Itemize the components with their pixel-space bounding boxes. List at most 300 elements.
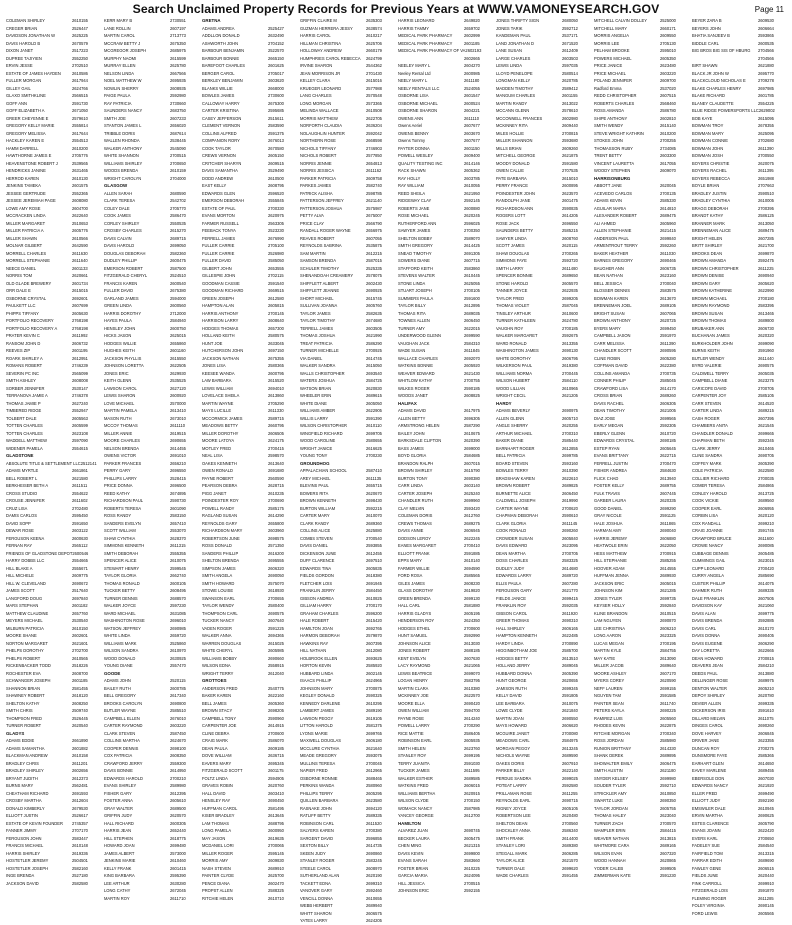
property-id: 2620540 (72, 723, 88, 728)
property-id: 2611145 (562, 520, 578, 526)
property-id: 2613725 (758, 490, 774, 496)
owner-name: EAVEY MARLENE (692, 768, 727, 773)
listing-row (594, 550, 692, 558)
listing-row (692, 497, 790, 505)
property-id: 2621180 (660, 768, 676, 773)
owner-name: LONG CATHY (104, 888, 131, 893)
property-id: 2689190 (366, 708, 382, 713)
owner-name: HENSLEY JOHN (104, 325, 136, 331)
owner-name: MOORE ELLA (398, 700, 425, 706)
listing-row (398, 242, 496, 250)
listing-row (104, 520, 202, 528)
property-id: 2525000 (660, 18, 676, 23)
listing-row (300, 902, 398, 910)
owner-name: GILBERT JOHN (202, 265, 232, 271)
property-id: 2601150 (464, 145, 480, 151)
property-id: 2621430 (464, 370, 480, 376)
property-id: 2607280 (562, 580, 578, 586)
listing-row (6, 595, 104, 603)
listing-row (202, 640, 300, 648)
owner-name: RUNION BRITTANY (594, 745, 632, 751)
owner-name: EAST KELLY (202, 183, 227, 188)
listing-row (202, 430, 300, 438)
property-id: 2583395 (758, 303, 774, 308)
property-id: 2622640 (72, 213, 88, 218)
property-id: 2601182 (72, 603, 88, 608)
property-id: 2638574 (366, 25, 382, 31)
listing-row (300, 272, 398, 280)
owner-name: OSBORNE MICHAEL (398, 100, 438, 106)
listing-row (300, 527, 398, 535)
listing-row (202, 115, 300, 123)
listing-row (300, 212, 398, 220)
property-id: 2578610 (562, 108, 578, 113)
property-id: 2620255 (562, 423, 578, 428)
listing-row (496, 482, 594, 490)
owner-name: WILLIAMS SHIRLEY (104, 160, 143, 166)
owner-name: DODD ANDREW (202, 175, 234, 181)
property-id: 2690550 (562, 715, 578, 721)
listing-row (496, 55, 594, 63)
listing-row (202, 25, 300, 33)
owner-name: FITZGERALD CHERYL (104, 273, 148, 278)
listing-row (692, 520, 790, 528)
listing-row (496, 857, 594, 865)
listing-row (692, 160, 790, 168)
listing-row (104, 17, 202, 25)
owner-name: HILLMAN CHRISTINA (300, 40, 341, 46)
owner-name: RICHARDSON ANN (496, 205, 534, 211)
listing-row (6, 325, 104, 333)
owner-name: MILLER PATRICIA A (6, 228, 44, 233)
listing-row (6, 700, 104, 708)
listing-row (300, 340, 398, 348)
property-id: 2699775 (758, 610, 774, 616)
listing-row (6, 445, 104, 453)
listing-row (692, 77, 790, 85)
property-id: 2610130 (72, 175, 88, 181)
owner-name: STANLEY ROGER (300, 858, 335, 863)
property-id: 2633045 (268, 340, 284, 346)
listing-row (300, 505, 398, 513)
property-id: 2613645 (268, 813, 284, 818)
listing-row (496, 700, 594, 708)
owner-name: WHITE CHERYL (202, 648, 233, 653)
owner-name: HARRISON LARRY (202, 318, 239, 323)
listing-row (6, 32, 104, 40)
listing-row (496, 452, 594, 460)
owner-name: PORTFOLIO RECOVERY (6, 318, 54, 323)
listing-row (300, 655, 398, 663)
property-id: 2699070 (464, 670, 480, 676)
owner-name: HACKLEY KAREN E (6, 138, 45, 143)
listing-row (6, 302, 104, 310)
listing-row (104, 565, 202, 573)
listing-row (104, 130, 202, 138)
listing-row (398, 47, 496, 55)
owner-name: ASHWORTH JOHN (202, 40, 239, 46)
property-id: 2605630 (72, 310, 88, 316)
owner-name: LONG MORGAN (300, 100, 332, 106)
owner-name: FULLER CARRIE (202, 250, 235, 256)
property-id: 2689590 (562, 753, 578, 758)
property-id: 2605985 (268, 648, 284, 653)
property-id: 2597035 (562, 63, 578, 68)
owner-name: BRENNEMAN ALICE (692, 228, 731, 233)
property-id: 2699050 (170, 243, 186, 248)
listing-row (692, 197, 790, 205)
property-id: 2620570 (170, 813, 186, 818)
owner-name: OWEN CALLIE (496, 168, 524, 173)
listing-row (398, 475, 496, 483)
listing-row (6, 25, 104, 33)
listing-row (692, 452, 790, 460)
owner-name: MOTLEY FRED (202, 445, 232, 451)
owner-name: BROOKS CAROLYN (104, 700, 143, 706)
owner-name: RANDOLPH JANE (496, 198, 531, 203)
listing-row (300, 700, 398, 708)
property-id: 2613410 (170, 408, 186, 413)
listing-row (692, 797, 790, 805)
listing-row (594, 400, 692, 408)
owner-name: NICHOLS TIFFANY (300, 145, 337, 151)
listing-row (496, 340, 594, 348)
property-id: 2623760 (464, 745, 480, 751)
listing-row (594, 535, 692, 543)
property-id: 2614075 (758, 580, 774, 586)
owner-name: DAVIS DONNA (692, 633, 720, 638)
property-id: 2593075 (366, 753, 382, 758)
owner-name: SHELTON BRENDA (202, 558, 240, 563)
owner-name: SULLIVAN JOANNA (300, 303, 338, 308)
property-id: 2690185 (660, 438, 676, 443)
page-number: Page 11 (754, 5, 784, 14)
owner-name: ALEXANDER ROBERT (594, 213, 637, 218)
listing-row (104, 220, 202, 228)
listing-row (594, 737, 692, 745)
listing-row (104, 827, 202, 835)
owner-name: DEAN PAULA (202, 745, 228, 751)
property-id: 2592215 (366, 505, 382, 511)
owner-name: HILL NATHAN (300, 648, 327, 653)
listing-row (398, 677, 496, 685)
listing-row (202, 632, 300, 640)
owner-name: GOODMAN RICHARD (202, 288, 244, 293)
property-id: 2592260 (660, 243, 676, 248)
listing-row (496, 812, 594, 820)
property-id: 2585050 (268, 258, 284, 263)
listing-row (692, 227, 790, 235)
property-id: 2614330 (660, 745, 676, 751)
listing-row (496, 505, 594, 513)
property-id: 2585920 (366, 663, 382, 668)
property-id: 2695770 (758, 70, 774, 76)
listing-row (398, 887, 496, 895)
listing-row (692, 752, 790, 760)
owner-name: OWENS VICTOR (104, 453, 136, 458)
listing-row (692, 835, 790, 843)
owner-name: ROSS JORDAN (594, 738, 624, 743)
property-id: 2605610 (170, 798, 186, 803)
owner-name: MILLS BRIAN (496, 145, 522, 151)
listing-row (202, 85, 300, 93)
owner-name: SMITH HELEN (398, 745, 426, 751)
property-id: 2623108 (72, 430, 88, 436)
property-id: 2691945 (366, 580, 382, 586)
owner-name: TURNER AMY (398, 325, 425, 331)
owner-name: NELSON BRENDA (104, 445, 140, 451)
property-id: 2700515 (170, 153, 186, 158)
listing-row (594, 85, 692, 93)
owner-name: PERRY GARY (104, 468, 131, 473)
owner-name: SALYERS KAREN (300, 828, 334, 833)
property-id: 2614455 (170, 445, 186, 451)
owner-name: BRADSHAW KAREN (496, 475, 535, 481)
listing-row (6, 467, 104, 475)
owner-name: DAVIS ANNIE (398, 528, 424, 533)
property-id: 2699980 (660, 775, 676, 781)
listing-row (300, 572, 398, 580)
property-id: 2589070 (464, 235, 480, 241)
property-id: 2606285 (562, 850, 578, 856)
property-id: 2705100 (268, 243, 284, 248)
listing-row (398, 647, 496, 655)
owner-name: GREGORY KELLY MARIE (6, 123, 55, 128)
property-id: 2699025 (562, 775, 578, 781)
owner-name: RICHARDSON MARY (202, 528, 243, 533)
listing-row (300, 122, 398, 130)
property-id: 2537171 (562, 33, 578, 38)
property-id: 2605105 (562, 805, 578, 811)
listing-row (594, 857, 692, 865)
owner-name: CLARK RANDY (300, 520, 330, 526)
listing-row (300, 812, 398, 820)
property-id: 2615420 (366, 618, 382, 623)
listing-row (202, 437, 300, 445)
owner-name: MOLNAR GILBERT (6, 243, 43, 248)
property-id: 2603505 (366, 325, 382, 331)
property-id (366, 460, 394, 468)
owner-name: TAYLOR ALICE (496, 858, 525, 863)
listing-row (496, 115, 594, 123)
property-id: 2621880 (758, 63, 774, 68)
property-id: 2620440 (758, 873, 774, 878)
property-id: 2607677 (464, 138, 480, 143)
property-id: 2583575 (660, 288, 676, 293)
listing-row (6, 280, 104, 288)
listing-row (692, 625, 790, 633)
owner-name: FORD LEWIS (692, 910, 718, 916)
listing-row (594, 557, 692, 565)
owner-name: HAMM DARRELL (6, 145, 39, 151)
listing-row (104, 527, 202, 535)
owner-name: COLEMAN SHIRLEY (6, 18, 45, 23)
listing-row (594, 842, 692, 850)
property-id: 2689755 (660, 483, 676, 488)
owner-name: FLETCHER LOIS (300, 580, 333, 586)
owner-name: COMER TERESA (692, 483, 725, 488)
property-id: 2690705 (758, 453, 774, 458)
owner-name: BRAGG DEBORAH (692, 205, 729, 211)
owner-name: ISAACS PHILLIP (300, 678, 332, 683)
listing-row (202, 355, 300, 363)
owner-name: DENTON WALTER (692, 685, 727, 691)
owner-name: COMBS STEVEN (300, 535, 333, 541)
owner-name: FULK TRAVIS (594, 490, 621, 496)
owner-name: PROPST ALLEN (202, 888, 233, 893)
property-id: 2555814 (72, 123, 88, 128)
property-id: 2605150 (268, 153, 284, 158)
listing-row (496, 415, 594, 423)
listing-row (202, 715, 300, 723)
property-id: 2610200 (72, 145, 88, 151)
property-id: 2623325 (660, 633, 676, 638)
listing-row (496, 685, 594, 693)
listing-row (692, 287, 790, 295)
property-id: 2582635 (366, 310, 382, 316)
property-id: 2605760 (366, 303, 382, 308)
listing-row (594, 820, 692, 828)
property-id: 2611075 (758, 715, 774, 721)
owner-name: ERVIN JESSE (6, 63, 33, 68)
owner-name: ADAMS BEVERLY (496, 408, 531, 413)
owner-name: FERGUSON KEENA (6, 535, 45, 541)
property-id: 2592475 (758, 258, 774, 263)
owner-name: SIMMONS FAYE (496, 258, 527, 263)
property-id: 2591970 (660, 333, 676, 338)
listing-row (6, 167, 104, 175)
owner-name: BOYD GLORIA (398, 453, 427, 458)
property-id: 2621315 (464, 843, 480, 848)
owner-name: PRICE JANICE (594, 63, 623, 68)
property-id (170, 670, 198, 678)
property-id: 2620661 (72, 273, 88, 278)
listing-row (398, 595, 496, 603)
owner-name: STONE LINDA (398, 280, 426, 286)
owner-name: COOK JAMES (104, 213, 131, 218)
listing-row (594, 527, 692, 535)
listing-row (202, 505, 300, 513)
property-id: 2620245 (464, 213, 480, 218)
owner-name: THOMPSON FRED (6, 715, 42, 721)
owner-name: LAWSON CAROL (104, 385, 137, 391)
property-id: 2605920 (464, 363, 480, 368)
listing-row (594, 850, 692, 858)
listing-row (692, 655, 790, 663)
property-id: 2587015 (366, 258, 382, 263)
owner-name: ERVIN MARTHA (692, 813, 723, 818)
owner-name: MCGUIRE JANET (496, 730, 530, 736)
owner-name: BYERS MARY (594, 325, 621, 331)
owner-name: GREEN LINDA (104, 303, 132, 308)
listing-row (6, 190, 104, 198)
listing-row (300, 467, 398, 475)
listing-row (104, 227, 202, 235)
property-id: 2690655 (170, 438, 186, 443)
property-id: 2584415 (660, 828, 676, 833)
property-id: 2583860 (464, 265, 480, 271)
listing-row (300, 850, 398, 858)
owner-name: CALLOWAY HARRY (202, 100, 240, 106)
property-id: 2689560 (758, 498, 774, 503)
owner-name: SKEEN JUDY (300, 850, 326, 856)
owner-name: WASHINGTON ROSE (104, 618, 145, 623)
listing-row (202, 55, 300, 63)
listing-row (202, 857, 300, 865)
listing-row (202, 32, 300, 40)
owner-name: LAND JONATHAN D (496, 40, 534, 46)
property-id: 2606210 (660, 625, 676, 631)
property-id: 2613245 (562, 745, 578, 751)
property-id: 2689940 (366, 903, 382, 908)
owner-name: EPPS MARY (398, 558, 422, 563)
owner-name: RICE MATTIE (398, 730, 424, 736)
listing-row (496, 175, 594, 183)
owner-name: BURKHOLDER JOHN (692, 340, 733, 346)
owner-name: PATE BARBARA (496, 175, 527, 181)
listing-row (692, 430, 790, 438)
owner-name: BAKER KAREN (202, 693, 232, 698)
owner-name: JESSEE GERTRUDE (6, 190, 46, 196)
owner-name: EAVERS MARY (202, 760, 232, 766)
listing-row (202, 445, 300, 453)
property-id: 2552947 (72, 408, 88, 413)
owner-name: WOOD HANNAH (594, 858, 626, 863)
property-id: 2596855 (366, 835, 382, 841)
property-id: 2609400 (464, 153, 480, 158)
listing-row (692, 355, 790, 363)
property-id: 2620075 (758, 160, 774, 166)
owner-name: JONES TARIK (496, 25, 523, 31)
property-id: 2605840 (562, 535, 578, 541)
listing-row (300, 85, 398, 93)
listing-row (692, 32, 790, 40)
property-id: 2622380 (660, 363, 676, 368)
owner-name: TURNER MICHELLE (300, 348, 339, 353)
listing-row (202, 265, 300, 273)
owner-name: ROSS DONALD (202, 543, 232, 548)
property-id: 2700415 (268, 445, 284, 451)
owner-name: CAMPBELL TONY (202, 715, 237, 721)
owner-name: SHENANDOAH CREAMERY (300, 273, 354, 278)
property-id: 2612080 (366, 648, 382, 653)
owner-name: STEVE WRIGHT KATHRIN (594, 130, 644, 136)
property-id: 2610586 (72, 70, 88, 76)
listing-row (692, 100, 790, 108)
owner-name: CHEATHAM RICHARD (6, 790, 49, 796)
locality-heading (6, 452, 104, 460)
listing-row (202, 835, 300, 843)
listing-row (300, 347, 398, 355)
listing-row (594, 92, 692, 100)
property-id: 2610445 (464, 273, 480, 278)
owner-name: MILLER SHANNON (496, 138, 533, 143)
listing-row (6, 400, 104, 408)
owner-name: SHIPE ANTHONY (594, 115, 628, 121)
listing-row (6, 670, 104, 678)
owner-name: NAPIER FRED (300, 768, 328, 773)
property-id: 2699335 (758, 700, 774, 706)
property-id: 2601547 (464, 93, 480, 98)
listing-row (594, 325, 692, 333)
property-id: 2526980 (268, 250, 284, 256)
listing-row (104, 610, 202, 618)
owner-name: DILLARD MELVIN (692, 715, 726, 721)
property-id: 2700755 (464, 378, 480, 383)
owner-name: SAUNDERS NANCY (104, 108, 143, 113)
property-id: 2614555 (660, 565, 676, 571)
property-id: 2589335 (366, 813, 382, 818)
